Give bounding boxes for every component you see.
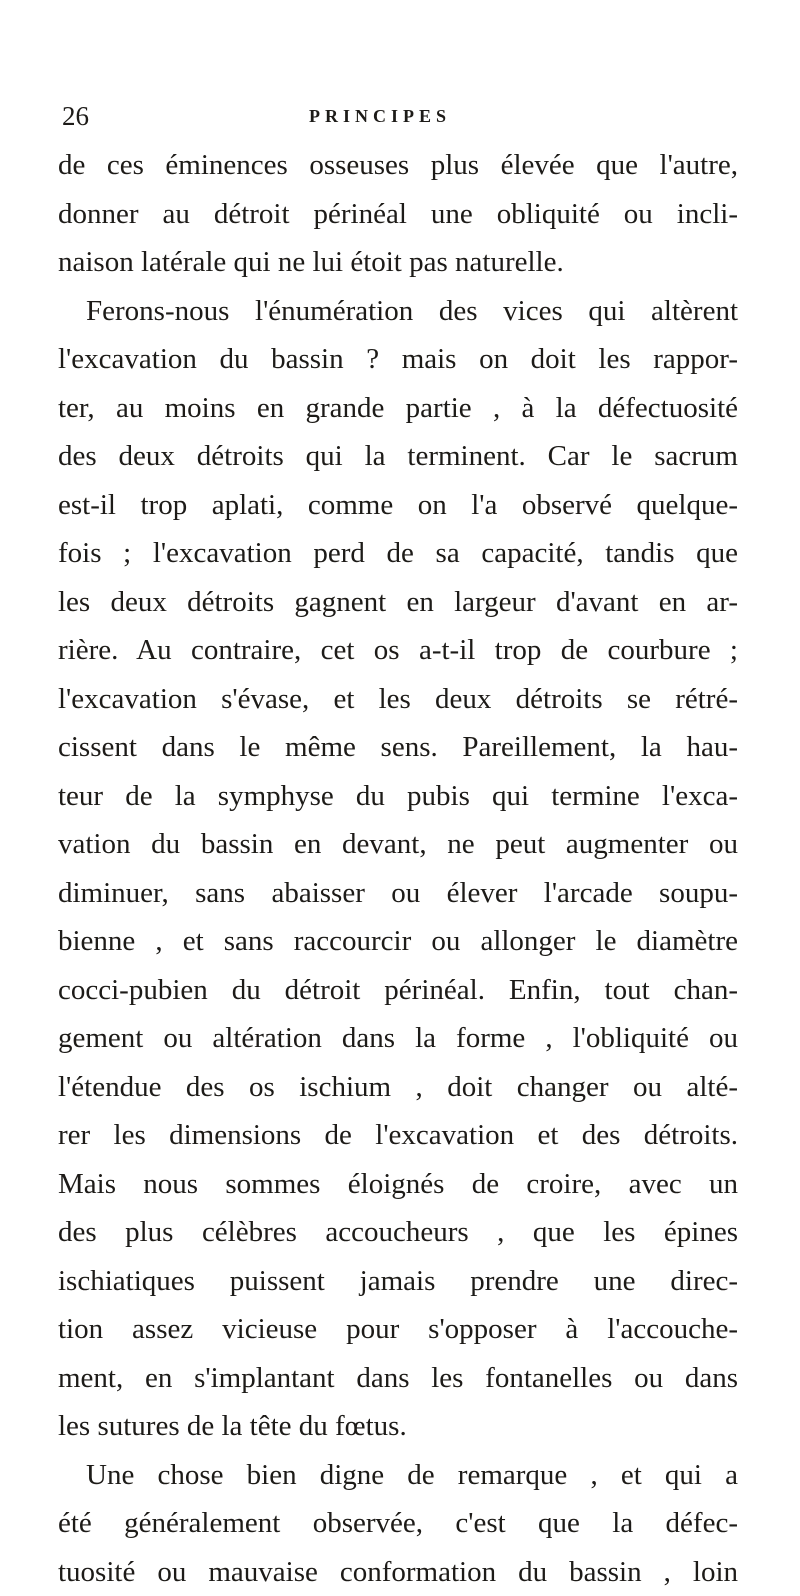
text-line: cocci-pubien du détroit périnéal. Enfin, tout chan-	[58, 966, 738, 1015]
text-line: Mais nous sommes éloignés de croire, avec un	[58, 1160, 738, 1209]
text-line: naison latérale qui ne lui étoit pas naturelle.	[58, 238, 738, 287]
text-line: été généralement observée, c'est que la défec-	[58, 1499, 738, 1548]
text-line: est-il trop aplati, comme on l'a observé quelque-	[58, 481, 738, 530]
text-line: cissent dans le même sens. Pareillement, la hau-	[58, 723, 738, 772]
text-line: diminuer, sans abaisser ou élever l'arcade soupu-	[58, 869, 738, 918]
text-line: fois ; l'excavation perd de sa capacité, tandis que	[58, 529, 738, 578]
text-line: les sutures de la tête du fœtus.	[58, 1402, 738, 1451]
text-line: vation du bassin en devant, ne peut augmenter ou	[58, 820, 738, 869]
text-line: de ces éminences osseuses plus élevée que l'autre,	[58, 141, 738, 190]
text-line: des deux détroits qui la terminent. Car le sacrum	[58, 432, 738, 481]
text-line: bienne , et sans raccourcir ou allonger le diamètre	[58, 917, 738, 966]
text-line: l'excavation s'évase, et les deux détroits se rétré-	[58, 675, 738, 724]
text-line: ment, en s'implantant dans les fontanelles ou dans	[58, 1354, 738, 1403]
text-line: tuosité ou mauvaise conformation du bassin , loin	[58, 1548, 738, 1596]
text-line: teur de la symphyse du pubis qui termine l'exca-	[58, 772, 738, 821]
text-line: donner au détroit périnéal une obliquité ou incli-	[58, 190, 738, 239]
text-line: les deux détroits gagnent en largeur d'avant en ar-	[58, 578, 738, 627]
text-line: ter, au moins en grande partie , à la défectuosité	[58, 384, 738, 433]
text-line: rer les dimensions de l'excavation et des détroits.	[58, 1111, 738, 1160]
text-line: l'excavation du bassin ? mais on doit les rappor-	[58, 335, 738, 384]
text-line: tion assez vicieuse pour s'opposer à l'accouche-	[58, 1305, 738, 1354]
text-line: rière. Au contraire, cet os a-t-il trop de courbure ;	[58, 626, 738, 675]
text-line: des plus célèbres accoucheurs , que les épines	[58, 1208, 738, 1257]
page-number: 26	[62, 101, 89, 131]
text-line: Une chose bien digne de remarque , et qui a	[58, 1451, 738, 1500]
text-line: gement ou altération dans la forme , l'obliquité ou	[58, 1014, 738, 1063]
page-header	[62, 101, 682, 131]
text-line: ischiatiques puissent jamais prendre une direc-	[58, 1257, 738, 1306]
body-text	[58, 141, 738, 1596]
text-line: Ferons-nous l'énumération des vices qui altèrent	[58, 287, 738, 336]
running-head: PRINCIPES	[309, 105, 451, 127]
text-line: l'étendue des os ischium , doit changer ou alté-	[58, 1063, 738, 1112]
